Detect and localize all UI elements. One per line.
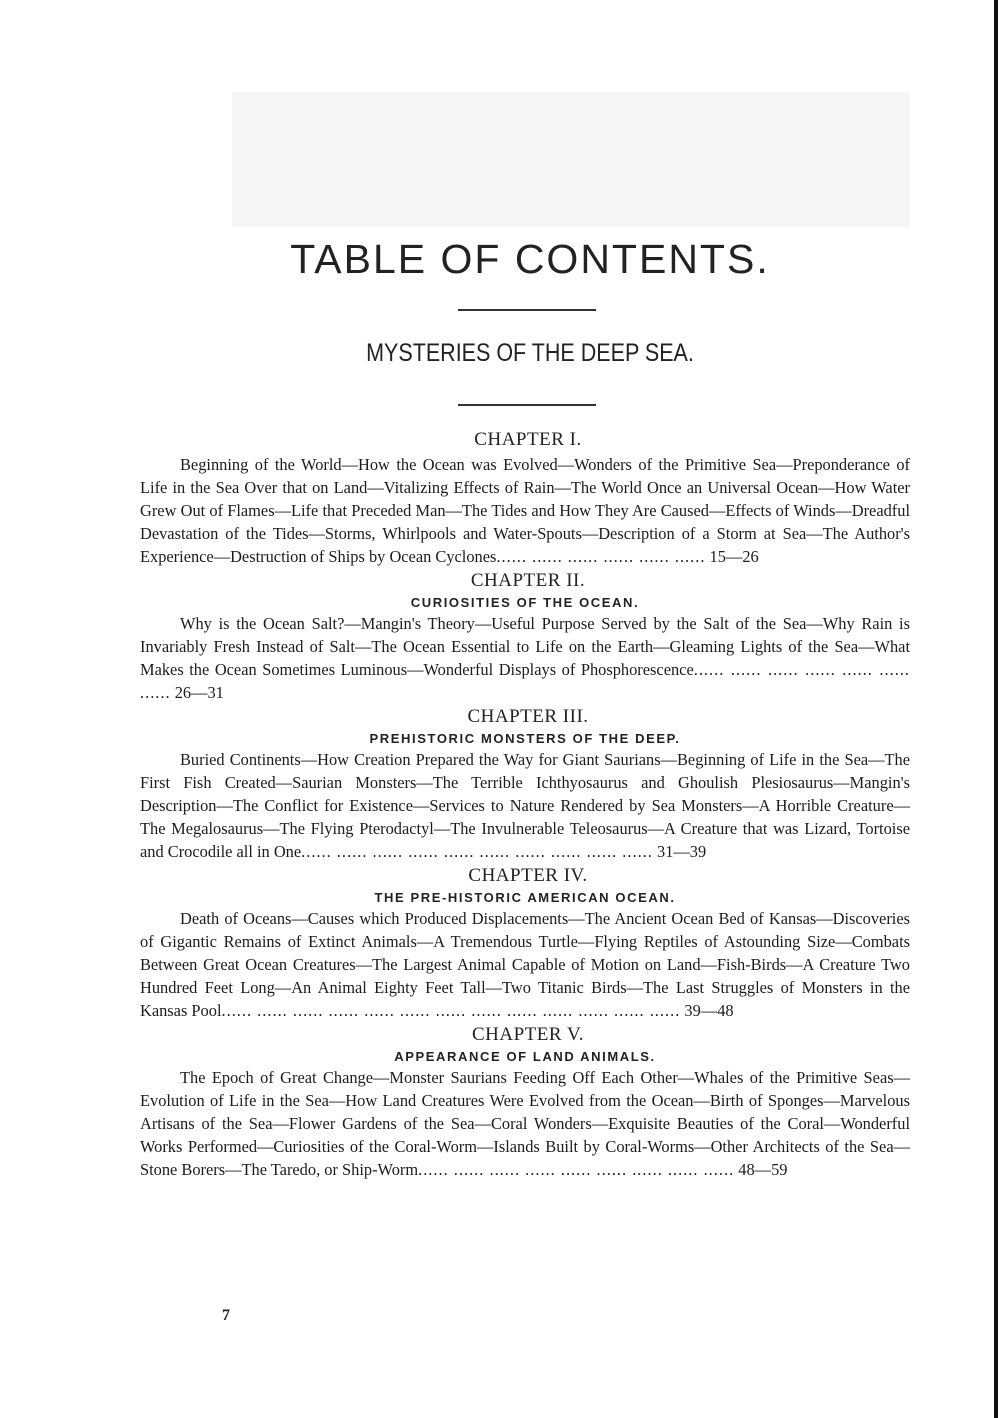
chapter-heading: CHAPTER III. <box>467 706 589 727</box>
chapter-summary: Buried Continents—How Creation Prepared the Way for Giant Saurians—Beginning of Life in the Sea—The First Fish Created—Saurian Monsters—The Terrible Ichthyosaurus and Ghoulish Plesiosaurus—Mangin's Description—The Conflict for Existence—Services to Nature Rendered by Sea Monsters—A Horrible Creature—The Megalosaurus—The Flying Pterodactyl—The Invulnerable Teleosaurus—A Creature that was Lizard, Tortoise and Crocodile all in One <box>140 750 910 861</box>
chapter-heading: CHAPTER II. <box>470 570 586 591</box>
chapter-summary: Beginning of the World—How the Ocean was Evolved—Wonders of the Primitive Sea—Preponderance of Life in the Sea Over that on Land—Vitalizing Effects of Rain—The World Once an Universal Ocean—How Water Grew Out of Flames—Life that Preceded Man—The Tides and How They Are Caused—Effects of Winds—Dreadful Devastation of the Tides—Storms, Whirlpools and Water-Spouts—Description of a Storm at Sea—The Author's Experience—Destruction of Ships by Ocean Cyclones <box>140 455 910 566</box>
dot-leader: ...... ...... ...... ...... ...... ...... ...... ...... ...... <box>418 1160 735 1179</box>
page-range: 48—59 <box>738 1160 788 1179</box>
book-title: MYSTERIES OF THE DEEP SEA. <box>366 339 694 367</box>
chapter-summary: Why is the Ocean Salt?—Mangin's Theory—Useful Purpose Served by the Salt of the Sea—Why Rain is Invariably Fresh Instead of Salt—The Ocean Essential to Life on the Earth—Gleaming Lights of the Sea—What Makes the Ocean Sometimes Luminous—Wonderful Displays of Phosphorescence <box>140 614 910 679</box>
page-range: 39—48 <box>684 1001 734 1020</box>
divider-rule <box>458 309 596 311</box>
chapter-subtitle: CURIOSITIES OF THE OCEAN. <box>410 595 640 610</box>
chapter-entry <box>140 704 910 863</box>
chapter-summary: The Epoch of Great Change—Monster Saurians Feeding Off Each Other—Whales of the Primitive Seas—Evolution of Life in the Sea—How Land Creatures Were Evolved from the Ocean—Birth of Sponges—Marvelous Artisans of the Sea—Flower Gardens of the Sea—Coral Wonders—Exquisite Beauties of the Coral—Wonderful Works Performed—Curiosities of the Coral-Worm—Islands Built by Coral-Worms—Other Architects of the Sea—Stone Borers—The Taredo, or Ship-Worm <box>140 1068 910 1179</box>
scan-shade <box>232 92 910 227</box>
page-title: TABLE OF CONTENTS. <box>290 236 770 282</box>
contents-list <box>140 427 910 1181</box>
chapter-heading: CHAPTER I. <box>474 429 582 450</box>
chapter-description <box>140 453 910 568</box>
chapter-heading: CHAPTER V. <box>472 1024 584 1045</box>
chapter-entry <box>140 1022 910 1181</box>
chapter-subtitle: PREHISTORIC MONSTERS OF THE DEEP. <box>369 731 681 746</box>
dot-leader: ...... ...... ...... ...... ...... ...... ...... ...... ...... ...... <box>301 842 653 861</box>
chapter-entry <box>140 568 910 704</box>
chapter-subtitle: THE PRE-HISTORIC AMERICAN OCEAN. <box>374 890 676 905</box>
divider-rule <box>458 404 596 406</box>
chapter-heading: CHAPTER IV. <box>468 865 588 886</box>
chapter-subtitle: APPEARANCE OF LAND ANIMALS. <box>394 1049 656 1064</box>
chapter-entry <box>140 427 910 568</box>
page-range: 31—39 <box>657 842 707 861</box>
page-number: 7 <box>222 1307 230 1324</box>
chapter-description <box>140 1066 910 1181</box>
chapter-summary: Death of Oceans—Causes which Produced Displacements—The Ancient Ocean Bed of Kansas—Discoveries of Gigantic Remains of Extinct Animals—A Tremendous Turtle—Flying Reptiles of Astounding Size—Combats Between Great Ocean Creatures—The Largest Animal Capable of Motion on Land—Fish-Birds—A Creature Two Hundred Feet Long—An Animal Eighty Feet Tall—Two Titanic Birds—The Last Struggles of Monsters in the Kansas Pool <box>140 909 910 1020</box>
chapter-description <box>140 748 910 863</box>
chapter-entry <box>140 863 910 1022</box>
page-range: 15—26 <box>709 547 759 566</box>
chapter-description <box>140 907 910 1022</box>
dot-leader: ...... ...... ...... ...... ...... ...... <box>496 547 706 566</box>
chapter-description <box>140 612 910 704</box>
page-edge-rule <box>994 0 998 1418</box>
dot-leader: ...... ...... ...... ...... ...... ...... ...... ...... ...... ...... ...... ...... ...... <box>221 1001 681 1020</box>
dot-leader: ...... ...... ...... ...... ...... ...... ...... <box>140 660 910 702</box>
page-range: 26—31 <box>174 683 224 702</box>
